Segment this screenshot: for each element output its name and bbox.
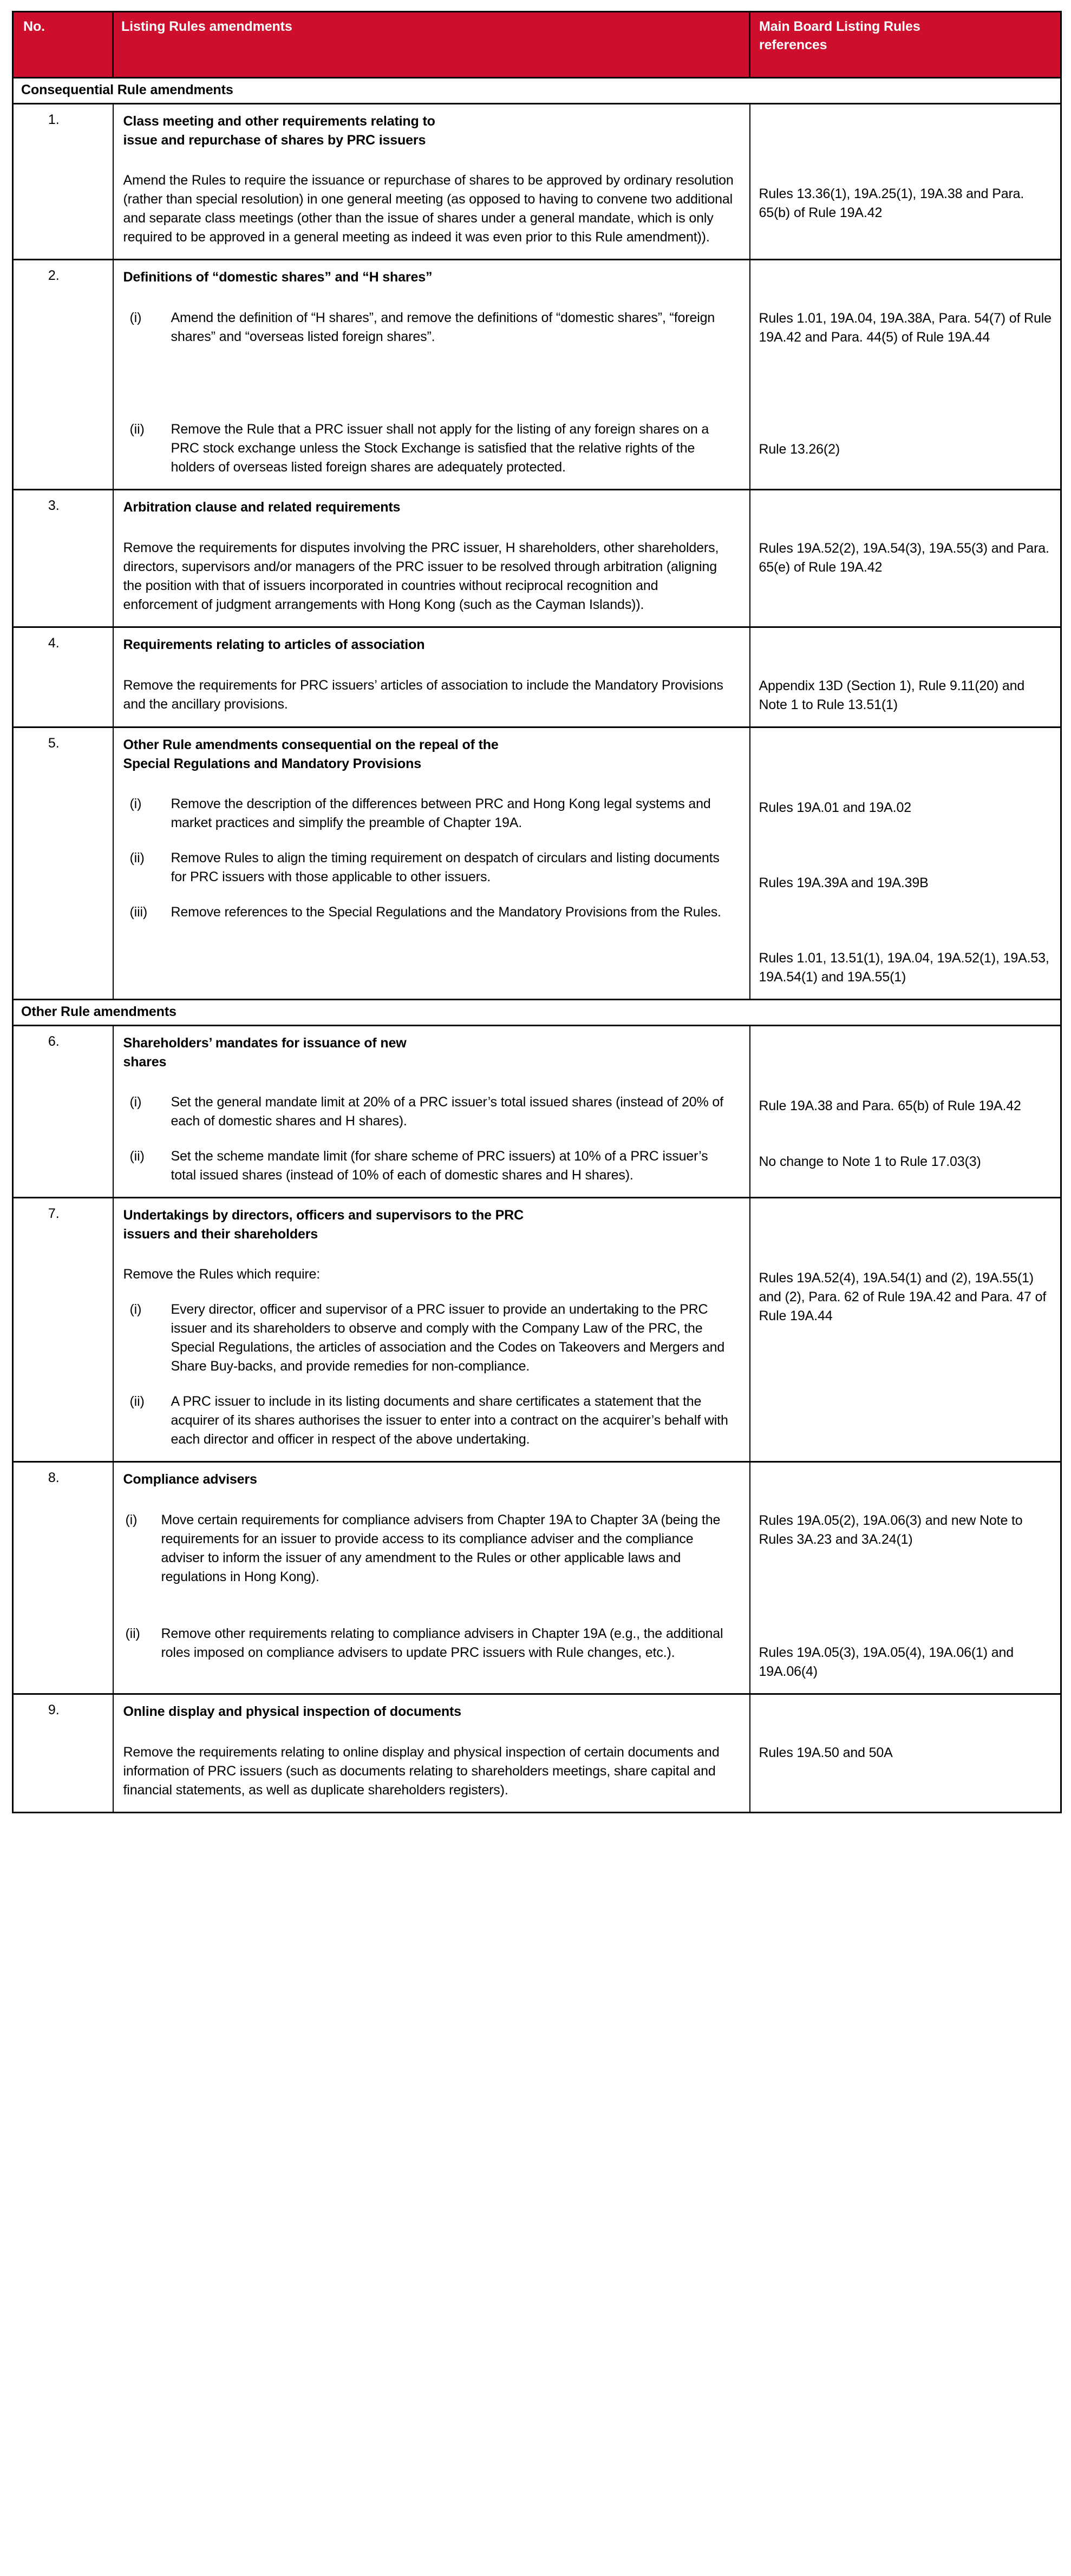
table-row xyxy=(13,1198,1061,1462)
column-header-references-line2: references xyxy=(759,37,827,53)
table-row xyxy=(13,104,1061,260)
row-number: 6. xyxy=(13,1026,113,1198)
row-heading-line1: Other Rule amendments consequential on the repeal of the xyxy=(123,737,499,752)
row-subitem xyxy=(123,420,735,477)
row-heading: Requirements relating to articles of association xyxy=(123,637,425,652)
row-subitem xyxy=(123,1147,735,1185)
table-header xyxy=(13,12,1061,78)
column-header-amendments: Listing Rules amendments xyxy=(113,12,750,78)
table-row xyxy=(13,627,1061,727)
table-row xyxy=(13,260,1061,490)
subitem-text: A PRC issuer to include in its listing documents and share certificates a statement that the acquirer of its shares authorises the issuer to enter into a contract on the acquirer’s behalf with each director and officer in respect of the above undertaking. xyxy=(171,1394,728,1447)
subitem-marker: (ii) xyxy=(129,422,145,437)
row-number: 1. xyxy=(13,104,113,260)
subitem-marker: (ii) xyxy=(125,1626,140,1641)
subitem-text: Set the scheme mandate limit (for share scheme of PRC issuers) at 10% of a PRC issuer’s total issued shares (instead of 10% of each of domestic shares and H shares). xyxy=(171,1149,708,1183)
row-amendments-cell xyxy=(113,260,750,490)
row-body-text: Remove the requirements relating to online display and physical inspection of certain documents and information of PRC issuers (such as documents relating to shareholders meetings, share capital and financial statements, as well as duplicate shareholders registers). xyxy=(123,1745,720,1798)
reference-text: Rules 19A.52(2), 19A.54(3), 19A.55(3) and Para. 65(e) of Rule 19A.42 xyxy=(759,541,1049,575)
subitem-marker: (iii) xyxy=(129,904,148,920)
row-subitem xyxy=(123,1300,735,1376)
row-number: 2. xyxy=(13,260,113,490)
row-references-cell xyxy=(750,1026,1061,1198)
row-heading: Arbitration clause and related requirements xyxy=(123,500,401,515)
row-amendments-cell xyxy=(113,627,750,727)
reference-text: Appendix 13D (Section 1), Rule 9.11(20) and Note 1 to Rule 13.51(1) xyxy=(759,678,1025,712)
subitem-marker: (ii) xyxy=(129,850,145,866)
header-row xyxy=(13,12,1061,78)
row-number: 9. xyxy=(13,1694,113,1813)
row-heading: Online display and physical inspection of documents xyxy=(123,1704,461,1719)
row-heading-line2: issuers and their shareholders xyxy=(123,1226,318,1242)
row-references-cell xyxy=(750,627,1061,727)
row-heading xyxy=(123,112,735,149)
subitem-text: Remove other requirements relating to compliance advisers in Chapter 19A (e.g., the additional roles imposed on compliance advisers to update PRC issuers with Rule changes, etc.). xyxy=(161,1626,723,1660)
section-band-consequential: Consequential Rule amendments xyxy=(13,78,1061,104)
section-band-row-other xyxy=(13,1000,1061,1026)
subitem-marker: (i) xyxy=(129,796,142,811)
row-references-cell xyxy=(750,1198,1061,1462)
row-references-cell xyxy=(750,260,1061,490)
row-amendments-cell xyxy=(113,727,750,1000)
row-heading-line2: Special Regulations and Mandatory Provisions xyxy=(123,756,421,771)
row-subitem xyxy=(123,1093,735,1131)
row-body-text: Amend the Rules to require the issuance or repurchase of shares to be approved by ordinary resolution (rather than special resolution) in one general meeting (as opposed to having to convene two additional and separate class meetings (other than the issue of shares under a general mandate, which is only required to be approved in a general meeting as indeed it was even prior to this Rule amendment)). xyxy=(123,173,734,245)
row-references-cell xyxy=(750,727,1061,1000)
row-heading: Compliance advisers xyxy=(123,1472,257,1487)
row-number: 5. xyxy=(13,727,113,1000)
row-number: 4. xyxy=(13,627,113,727)
subitem-marker: (i) xyxy=(129,1094,142,1110)
subitem-text: Remove the Rule that a PRC issuer shall not apply for the listing of any foreign shares on a PRC stock exchange unless the Stock Exchange is satisfied that the relative rights of the holders of overseas listed foreign shares are adequately protected. xyxy=(171,422,709,475)
reference-text: Rules 19A.52(4), 19A.54(1) and (2), 19A.55(1) and (2), Para. 62 of Rule 19A.42 and Para. 47 of Rule 19A.44 xyxy=(759,1270,1047,1323)
subitem-text: Remove Rules to align the timing requirement on despatch of circulars and listing documents for PRC issuers with those applicable to other issuers. xyxy=(171,850,720,884)
reference-text: Rules 19A.01 and 19A.02 xyxy=(759,800,911,815)
table-row xyxy=(13,490,1061,627)
row-heading-line1: Undertakings by directors, officers and supervisors to the PRC xyxy=(123,1208,524,1223)
row-subitem xyxy=(123,1392,735,1449)
row-heading-line2: shares xyxy=(123,1054,167,1070)
reference-text: No change to Note 1 to Rule 17.03(3) xyxy=(759,1154,981,1169)
row-subitem xyxy=(123,309,735,346)
reference-text: Rules 13.36(1), 19A.25(1), 19A.38 and Para. 65(b) of Rule 19A.42 xyxy=(759,186,1024,220)
table-row xyxy=(13,1462,1061,1694)
row-number: 8. xyxy=(13,1462,113,1694)
reference-text: Rules 19A.39A and 19A.39B xyxy=(759,875,929,890)
section-band-other: Other Rule amendments xyxy=(13,1000,1061,1026)
row-heading xyxy=(123,1034,735,1071)
reference-text: Rules 1.01, 13.51(1), 19A.04, 19A.52(1), 19A.53, 19A.54(1) and 19A.55(1) xyxy=(759,951,1049,985)
row-references-cell xyxy=(750,104,1061,260)
row-heading xyxy=(123,1206,735,1243)
listing-rules-amendments-table xyxy=(12,11,1062,1813)
table-row xyxy=(13,1694,1061,1813)
row-body-text: Remove the requirements for disputes involving the PRC issuer, H shareholders, other shareholders, directors, supervisors and/or managers of the PRC issuer to be resolved through arbitration (aligning the position with that of issuers incorporated in countries without reciprocal recognition and enforcement of judgment arrangements with Hong Kong (such as the Cayman Islands)). xyxy=(123,540,719,612)
subitem-marker: (ii) xyxy=(129,1394,145,1409)
row-subitem xyxy=(123,903,735,922)
subitem-marker: (i) xyxy=(125,1512,138,1528)
table-row xyxy=(13,1026,1061,1198)
column-header-references-line1: Main Board Listing Rules xyxy=(759,19,920,34)
row-lead-in-text: Remove the Rules which require: xyxy=(123,1267,321,1282)
row-number: 3. xyxy=(13,490,113,627)
row-amendments-cell xyxy=(113,104,750,260)
subitem-text: Every director, officer and supervisor of a PRC issuer to provide an undertaking to the PRC issuer and its shareholders to observe and comply with the Company Law of the PRC, the Special Regulations, the articles of association and the Codes on Takeovers and Mergers and Share Buy-backs, and provide remedies for non-compliance. xyxy=(171,1302,725,1374)
row-amendments-cell xyxy=(113,490,750,627)
subitem-text: Set the general mandate limit at 20% of a PRC issuer’s total issued shares (instead of 20% of each of domestic shares and H shares). xyxy=(171,1094,723,1129)
column-header-no: No. xyxy=(13,12,113,78)
row-heading: Definitions of “domestic shares” and “H shares” xyxy=(123,270,433,285)
row-subitem xyxy=(123,1511,735,1587)
row-references-cell xyxy=(750,1694,1061,1813)
section-band-row-consequential xyxy=(13,78,1061,104)
subitem-text: Move certain requirements for compliance advisers from Chapter 19A to Chapter 3A (being the requirements for an issuer to provide access to its compliance adviser and the compliance adviser to inform the issuer of any amendment to the Rules or other applicable laws and regulations in Hong Kong). xyxy=(161,1512,721,1584)
reference-text: Rules 19A.50 and 50A xyxy=(759,1745,893,1760)
reference-text: Rules 19A.05(3), 19A.05(4), 19A.06(1) and 19A.06(4) xyxy=(759,1645,1014,1679)
row-subitem xyxy=(123,795,735,833)
subitem-marker: (ii) xyxy=(129,1149,145,1164)
row-heading-line2: issue and repurchase of shares by PRC issuers xyxy=(123,132,426,148)
row-body-text: Remove the requirements for PRC issuers’ articles of association to include the Mandatory Provisions and the ancillary provisions. xyxy=(123,678,723,712)
row-number: 7. xyxy=(13,1198,113,1462)
subitem-text: Remove references to the Special Regulations and the Mandatory Provisions from the Rules. xyxy=(171,904,721,920)
row-amendments-cell xyxy=(113,1026,750,1198)
reference-text: Rule 19A.38 and Para. 65(b) of Rule 19A.42 xyxy=(759,1098,1021,1113)
table-row xyxy=(13,727,1061,1000)
subitem-marker: (i) xyxy=(129,310,142,325)
reference-text: Rules 19A.05(2), 19A.06(3) and new Note to Rules 3A.23 and 3A.24(1) xyxy=(759,1513,1023,1547)
row-subitem xyxy=(123,849,735,887)
reference-text: Rules 1.01, 19A.04, 19A.38A, Para. 54(7) of Rule 19A.42 and Para. 44(5) of Rule 19A.44 xyxy=(759,311,1052,345)
row-references-cell xyxy=(750,490,1061,627)
reference-text: Rule 13.26(2) xyxy=(759,442,840,457)
row-heading xyxy=(123,736,735,773)
row-subitem xyxy=(123,1624,735,1662)
row-amendments-cell xyxy=(113,1198,750,1462)
table-body xyxy=(13,78,1061,1813)
column-header-references xyxy=(750,12,1061,78)
row-heading-line1: Shareholders’ mandates for issuance of new xyxy=(123,1035,407,1051)
row-amendments-cell xyxy=(113,1462,750,1694)
subitem-text: Amend the definition of “H shares”, and remove the definitions of “domestic shares”, “foreign shares” and “overseas listed foreign shares”. xyxy=(171,310,715,344)
row-references-cell xyxy=(750,1462,1061,1694)
row-amendments-cell xyxy=(113,1694,750,1813)
subitem-text: Remove the description of the differences between PRC and Hong Kong legal systems and market practices and simplify the preamble of Chapter 19A. xyxy=(171,796,711,830)
subitem-marker: (i) xyxy=(129,1302,142,1317)
row-heading-line1: Class meeting and other requirements relating to xyxy=(123,114,435,129)
